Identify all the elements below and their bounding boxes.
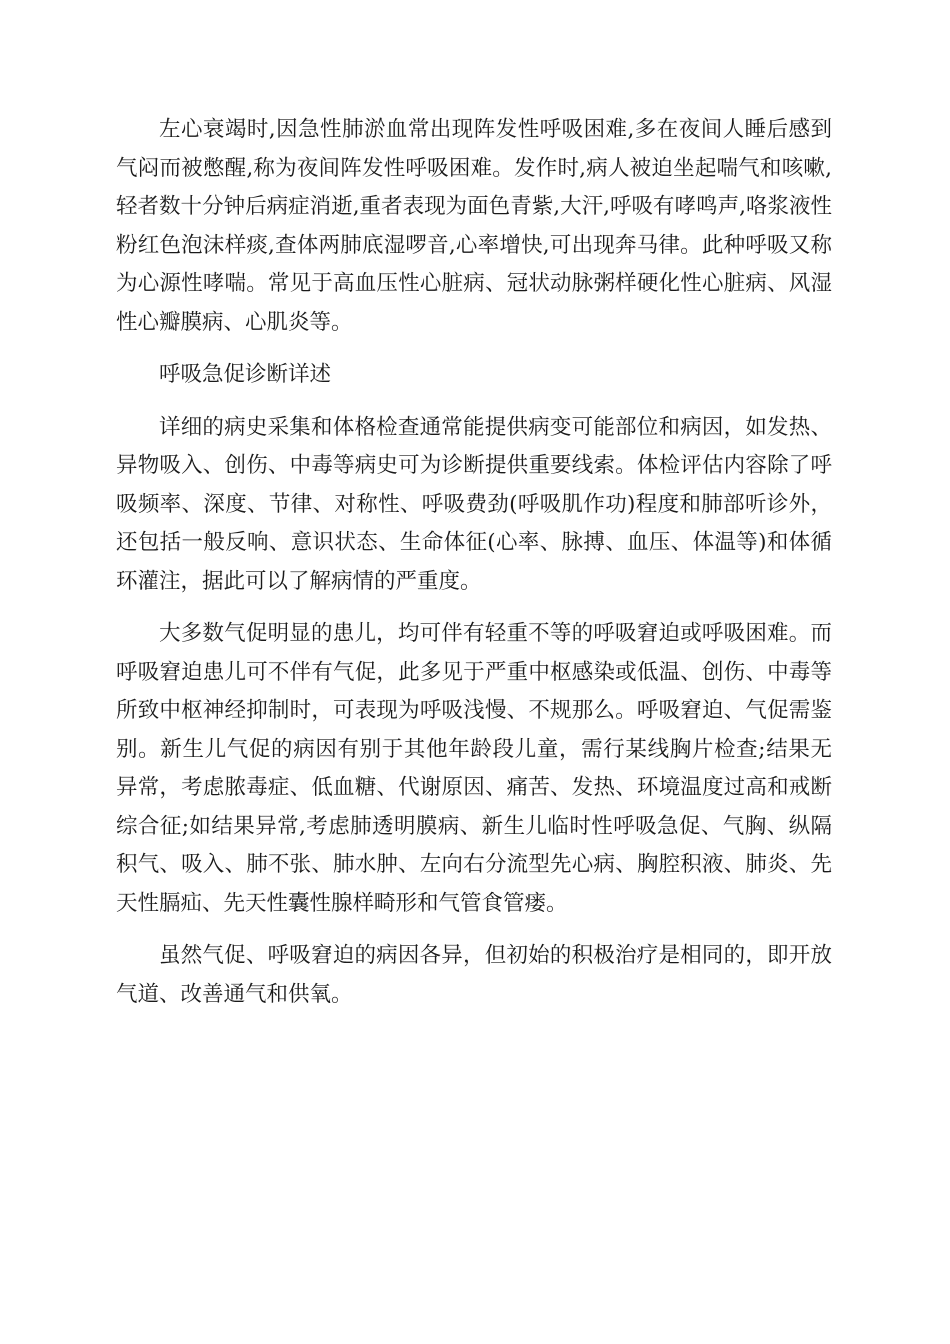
paragraph-initial-treatment: 虽然气促、呼吸窘迫的病因各异，但初始的积极治疗是相同的，即开放气道、改善通气和供氧。 [116,943,832,1007]
paragraph-history-exam: 详细的病史采集和体格检查通常能提供病变可能部位和病因，如发热、异物吸入、创伤、中毒等病史可为诊断提供重要线索。体检评估内容除了呼吸频率、深度、节律、对称性、呼吸费劲(呼吸肌作功)程度和肺部听诊外，还包括一般反响、意识状态、生命体征(心率、脉搏、血压、体温等)和体循环灌注，据此可以了解病情的严重度。 [116,414,832,594]
paragraph-left-heart-failure: 左心衰竭时,因急性肺淤血常出现阵发性呼吸困难,多在夜间人睡后感到气闷而被憋醒,称为夜间阵发性呼吸困难。发作时,病人被迫坐起喘气和咳嗽,轻者数十分钟后病症消逝,重者表现为面色青紫,大汗,呼吸有哮鸣声,咯浆液性粉红色泡沫样痰,查体两肺底湿啰音,心率增快,可出现奔马律。此种呼吸又称为心源性哮喘。常见于高血压性心脏病、冠状动脉粥样硬化性心脏病、风湿性心瓣膜病、心肌炎等。 [116,117,832,335]
document-body [116,111,832,1014]
paragraph-respiratory-distress: 大多数气促明显的患儿，均可伴有轻重不等的呼吸窘迫或呼吸困难。而呼吸窘迫患儿可不伴有气促，此多见于严重中枢感染或低温、创伤、中毒等所致中枢神经抑制时，可表现为呼吸浅慢、不规那么。呼吸窘迫、气促需鉴别。新生儿气促的病因有别于其他年龄段儿童，需行某线胸片检查;结果无异常，考虑脓毒症、低血糖、代谢原因、痛苦、发热、环境温度过高和戒断综合征;如结果异常,考虑肺透明膜病、新生儿临时性呼吸急促、气胸、纵隔积气、吸入、肺不张、肺水肿、左向右分流型先心病、胸腔积液、肺炎、先天性膈疝、先天性囊性腺样畸形和气管食管瘘。 [116,621,832,916]
section-heading: 呼吸急促诊断详述 [159,362,332,387]
